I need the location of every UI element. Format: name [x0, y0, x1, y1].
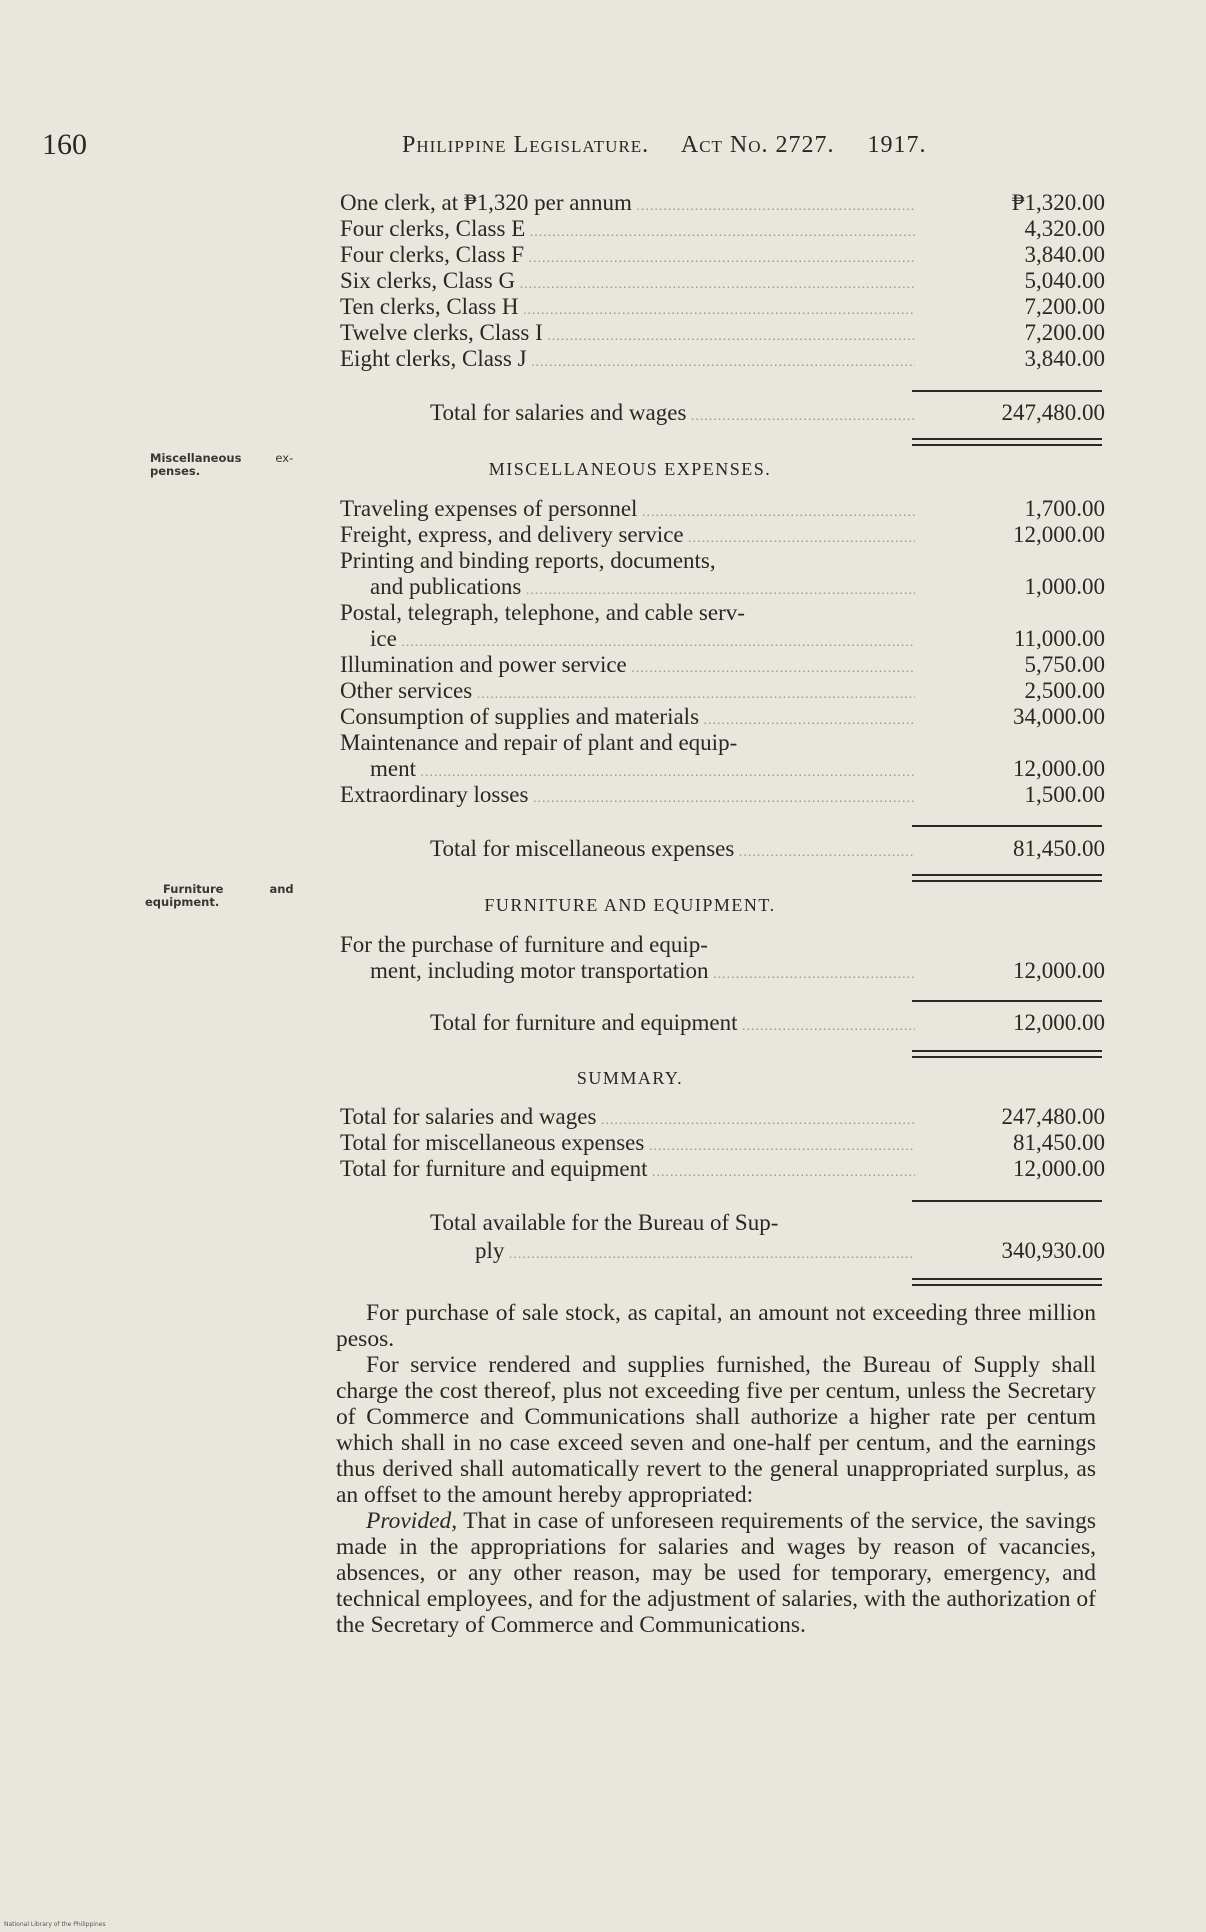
running-head	[402, 132, 953, 159]
subtotal-rule	[912, 390, 1102, 392]
furniture-heading: FURNITURE AND EQUIPMENT.	[484, 895, 776, 915]
running-title: Philippine Legislature.	[402, 132, 650, 158]
subtotal-rule	[912, 825, 1102, 827]
year: 1917.	[867, 132, 927, 158]
paragraph-proviso: Provided, That in case of unforeseen requirements of the service, the savings made in the appropriations for salaries and wages by reason of vacancies, absences, or any other reason, may be used for temporary, emergency, and technical employees, and for the adjustment of salaries, with the authorization of the Secretary of Commerce and Communications.	[336, 1508, 1096, 1638]
paragraph-service: For service rendered and supplies furnished, the Bureau of Supply shall charge the cost thereof, plus not exceeding five per centum, unless the Secretary of Commerce and Communications shall authorize a higher rate per centum which shall in no case exceed seven and one-half per centum, and the earnings thus derived shall automatically revert to the general unappropriated surplus, as an offset to the amount hereby appropriated:	[336, 1352, 1096, 1508]
total-double-rule	[912, 438, 1102, 446]
body-text	[336, 1300, 1096, 1638]
paragraph-sale-stock: For purchase of sale stock, as capital, an amount not exceeding three million pesos.	[336, 1300, 1096, 1352]
subtotal-rule	[912, 1000, 1102, 1002]
page-number: 160	[42, 128, 87, 161]
margin-note-misc: Miscellaneous ex- penses.	[150, 451, 294, 478]
total-double-rule	[912, 874, 1102, 882]
summary-heading: SUMMARY.	[576, 1068, 684, 1088]
margin-note-furniture: Furniture and equipment.	[145, 882, 294, 909]
subtotal-rule	[912, 1200, 1102, 1202]
act-number: Act No. 2727.	[680, 132, 835, 158]
misc-heading: MISCELLANEOUS EXPENSES.	[488, 459, 772, 479]
total-double-rule	[912, 1050, 1102, 1058]
total-double-rule	[912, 1278, 1102, 1286]
library-mark: National Library of the Philippines	[4, 1921, 106, 1928]
